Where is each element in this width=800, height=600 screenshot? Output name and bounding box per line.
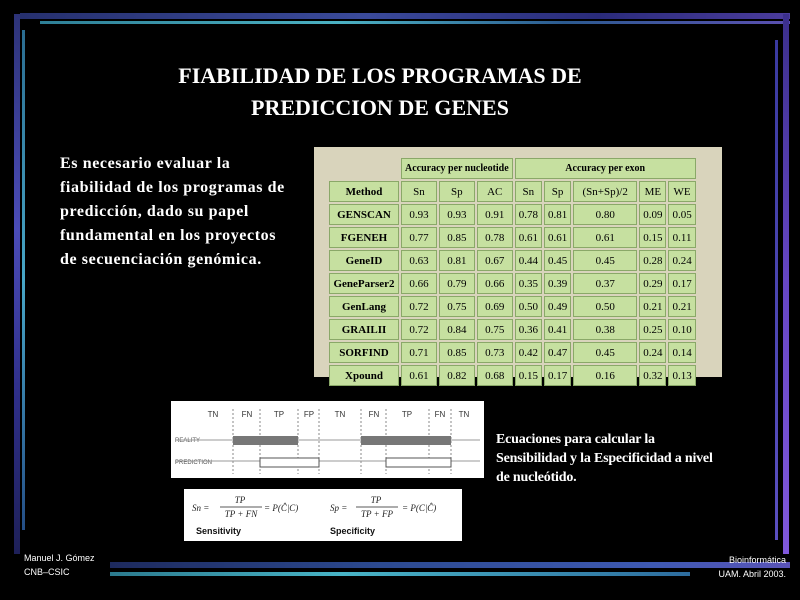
segment-label: TN	[334, 410, 346, 419]
table-cell: 0.68	[477, 365, 513, 386]
sensitivity-specificity-formula	[184, 489, 462, 541]
table-cell: 0.75	[477, 319, 513, 340]
table-cell: 0.49	[544, 296, 571, 317]
table-cell: 0.09	[639, 204, 666, 225]
table-cell: 0.17	[668, 273, 695, 294]
table-cell: 0.85	[439, 227, 475, 248]
method-name-cell: GeneParser2	[329, 273, 399, 294]
sn-numerator: TP	[234, 495, 246, 505]
table-cell: 0.81	[439, 250, 475, 271]
prediction-reality-diagram	[171, 401, 484, 478]
footer-author	[24, 551, 95, 579]
column-header: Sp	[544, 181, 571, 202]
table-cell: 0.16	[573, 365, 637, 386]
table-cell: 0.61	[401, 365, 437, 386]
table-row	[329, 204, 696, 225]
segment-label: TN	[207, 410, 219, 419]
table-cell: 0.61	[515, 227, 542, 248]
table-cell: 0.67	[477, 250, 513, 271]
reality-label: REALITY	[175, 438, 201, 444]
table-cell: 0.14	[668, 342, 695, 363]
slide-title-line-1: FIABILIDAD DE LOS PROGRAMAS DE	[178, 63, 582, 88]
table-cell: 0.47	[544, 342, 571, 363]
table-cell: 0.28	[639, 250, 666, 271]
table-cell: 0.05	[668, 204, 695, 225]
table-group-header-row	[329, 158, 696, 179]
table-cell: 0.93	[401, 204, 437, 225]
table-cell: 0.24	[639, 342, 666, 363]
segment-label: FP	[303, 410, 315, 419]
table-cell: 0.38	[573, 319, 637, 340]
table-corner-cell	[329, 158, 399, 179]
column-header: Sn	[515, 181, 542, 202]
frame-top-bar	[20, 13, 790, 19]
frame-bottom-bar-inner	[110, 572, 690, 576]
table-cell: 0.11	[668, 227, 695, 248]
table-column-header-row	[329, 181, 696, 202]
sn-lhs: Sn =	[192, 503, 210, 513]
method-name-cell: GENSCAN	[329, 204, 399, 225]
segment-label: TP	[273, 410, 285, 419]
segment-label: TN	[458, 410, 470, 419]
table-cell: 0.93	[439, 204, 475, 225]
table-row	[329, 227, 696, 248]
sp-denominator: TP + FP	[361, 509, 393, 519]
table-cell: 0.45	[573, 250, 637, 271]
table-cell: 0.72	[401, 319, 437, 340]
table-cell: 0.71	[401, 342, 437, 363]
table-cell: 0.35	[515, 273, 542, 294]
body-paragraph: Es necesario evaluar la fiabilidad de los programas de predicción, dado su papel fundamental en los proyectos de secuenciación genómica.	[60, 155, 285, 268]
table-cell: 0.39	[544, 273, 571, 294]
accuracy-table-panel	[314, 147, 722, 382]
table-row	[329, 365, 696, 386]
column-header: WE	[668, 181, 695, 202]
table-row	[329, 296, 696, 317]
column-header: (Sn+Sp)/2	[573, 181, 637, 202]
table-cell: 0.79	[439, 273, 475, 294]
table-cell: 0.50	[515, 296, 542, 317]
method-name-cell: Xpound	[329, 365, 399, 386]
footer-course-date: UAM. Abril 2003.	[718, 569, 786, 579]
method-name-cell: FGENEH	[329, 227, 399, 248]
table-cell: 0.29	[639, 273, 666, 294]
table-row	[329, 250, 696, 271]
table-cell: 0.37	[573, 273, 637, 294]
frame-bottom-bar	[110, 562, 790, 568]
segment-label: FN	[241, 410, 253, 419]
table-row	[329, 342, 696, 363]
table-cell: 0.32	[639, 365, 666, 386]
table-cell: 0.44	[515, 250, 542, 271]
column-header: Sp	[439, 181, 475, 202]
table-cell: 0.36	[515, 319, 542, 340]
table-cell: 0.21	[639, 296, 666, 317]
table-cell: 0.69	[477, 296, 513, 317]
specificity-label: Specificity	[330, 526, 376, 536]
table-cell: 0.42	[515, 342, 542, 363]
group-header-exon: Accuracy per exon	[515, 158, 696, 179]
table-cell: 0.61	[573, 227, 637, 248]
formula-svg	[184, 489, 462, 541]
table-cell: 0.85	[439, 342, 475, 363]
frame-top-bar-inner	[40, 21, 790, 24]
table-cell: 0.15	[639, 227, 666, 248]
sn-rhs: = P(Ĉ|C)	[264, 503, 299, 513]
table-cell: 0.66	[477, 273, 513, 294]
table-cell: 0.82	[439, 365, 475, 386]
footer-author-institution: CNB–CSIC	[24, 567, 70, 577]
prediction-exon-1	[260, 458, 319, 467]
table-cell: 0.73	[477, 342, 513, 363]
footer-author-name: Manuel J. Gómez	[24, 553, 95, 563]
equations-note: Ecuaciones para calcular la Sensibilidad y la Especificidad a nivel de nucleótido.	[496, 432, 713, 485]
frame-right-bar	[783, 14, 789, 554]
table-cell: 0.72	[401, 296, 437, 317]
slide-title-line-2: PREDICCION DE GENES	[251, 95, 509, 120]
prediction-label: PREDICTION	[175, 460, 213, 466]
table-cell: 0.66	[401, 273, 437, 294]
frame-right-bar-inner	[775, 40, 778, 540]
table-cell: 0.13	[668, 365, 695, 386]
method-name-cell: GRAILII	[329, 319, 399, 340]
reality-exon-2	[361, 436, 451, 445]
method-name-cell: GenLang	[329, 296, 399, 317]
method-name-cell: GeneID	[329, 250, 399, 271]
table-cell: 0.80	[573, 204, 637, 225]
diagram-svg	[171, 401, 484, 478]
sn-denominator: TP + FN	[224, 509, 258, 519]
table-cell: 0.10	[668, 319, 695, 340]
table-row	[329, 273, 696, 294]
table-cell: 0.81	[544, 204, 571, 225]
segment-label: FN	[368, 410, 380, 419]
table-cell: 0.78	[477, 227, 513, 248]
segment-label: TP	[401, 410, 413, 419]
segment-label: FN	[434, 410, 446, 419]
table-cell: 0.91	[477, 204, 513, 225]
table-cell: 0.63	[401, 250, 437, 271]
table-cell: 0.78	[515, 204, 542, 225]
table-cell: 0.15	[515, 365, 542, 386]
table-cell: 0.50	[573, 296, 637, 317]
footer-course	[690, 553, 786, 581]
table-cell: 0.17	[544, 365, 571, 386]
column-header: Method	[329, 181, 399, 202]
table-row	[329, 319, 696, 340]
table-cell: 0.61	[544, 227, 571, 248]
sensitivity-label: Sensitivity	[196, 526, 242, 536]
table-cell: 0.75	[439, 296, 475, 317]
accuracy-table	[327, 156, 698, 388]
sp-rhs: = P(C|Ĉ)	[402, 503, 437, 513]
column-header: AC	[477, 181, 513, 202]
group-header-nucleotide: Accuracy per nucleotide	[401, 158, 513, 179]
table-cell: 0.21	[668, 296, 695, 317]
table-cell: 0.84	[439, 319, 475, 340]
sp-lhs: Sp =	[330, 503, 348, 513]
table-cell: 0.41	[544, 319, 571, 340]
sp-numerator: TP	[370, 495, 382, 505]
footer-course-name: Bioinformática	[728, 555, 786, 565]
table-cell: 0.24	[668, 250, 695, 271]
table-cell: 0.77	[401, 227, 437, 248]
column-header: Sn	[401, 181, 437, 202]
table-cell: 0.45	[573, 342, 637, 363]
method-name-cell: SORFIND	[329, 342, 399, 363]
column-header: ME	[639, 181, 666, 202]
table-cell: 0.45	[544, 250, 571, 271]
reality-exon-1	[233, 436, 298, 445]
table-cell: 0.25	[639, 319, 666, 340]
prediction-exon-2	[386, 458, 451, 467]
